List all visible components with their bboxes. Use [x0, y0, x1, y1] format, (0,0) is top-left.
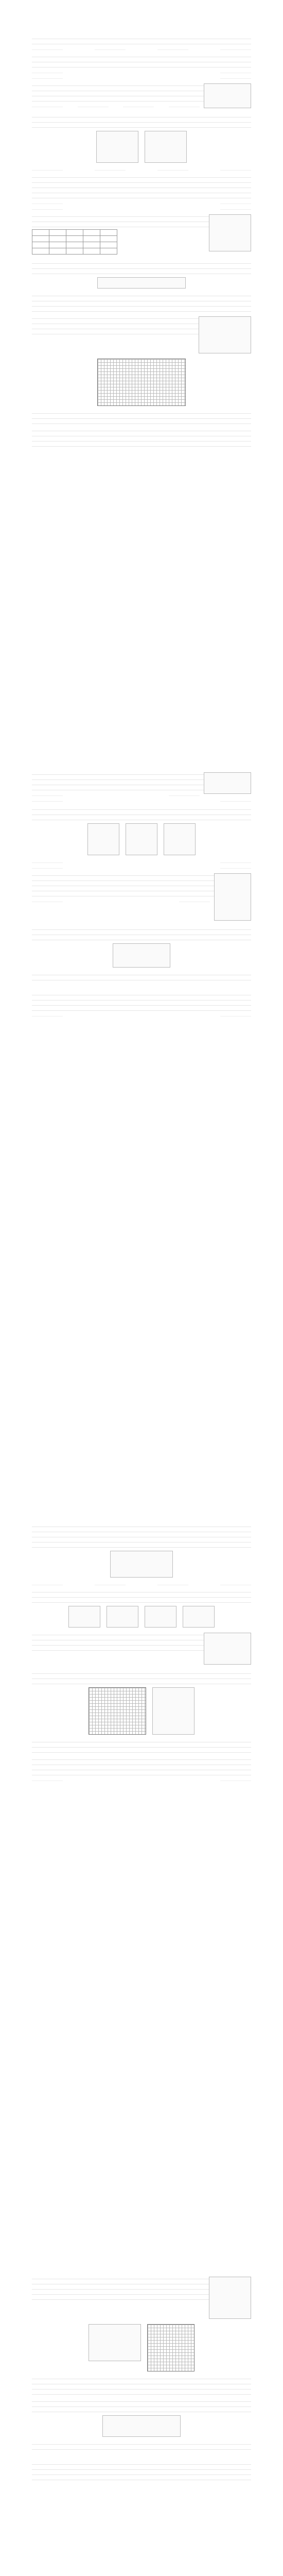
question-figure [145, 1606, 176, 1628]
question-figure [199, 316, 251, 353]
question-block [32, 1755, 251, 1781]
question-block [32, 2324, 251, 2395]
question-figure [204, 1633, 251, 1665]
answer-options [32, 45, 251, 50]
answer-options [32, 205, 251, 210]
question-figure [164, 823, 196, 855]
question-block [32, 1522, 251, 1585]
question-block [32, 805, 251, 869]
question-figure [97, 277, 186, 289]
question-block [32, 2275, 251, 2321]
question-figure [110, 1551, 173, 1578]
question-block [32, 871, 251, 923]
exam-page-3 [32, 1515, 251, 2257]
answer-options [32, 199, 251, 204]
question-figure [102, 2415, 181, 2437]
answer-options [32, 864, 251, 869]
answer-options [32, 1776, 251, 1781]
question-block [32, 314, 251, 424]
exam-page-1 [32, 10, 251, 752]
graph-grid [147, 2324, 194, 2371]
graph-grid [89, 1687, 146, 1735]
section-heading-3 [32, 2453, 251, 2458]
question-block [32, 259, 251, 312]
answer-options [32, 103, 200, 107]
answer-options [32, 1581, 251, 1585]
question-figure [209, 2277, 251, 2319]
question-block [32, 2460, 251, 2480]
question-figure [209, 214, 251, 251]
question-block [32, 53, 251, 79]
question-figure [126, 823, 157, 855]
answer-options [32, 69, 251, 73]
question-figure [204, 772, 251, 794]
exam-subtitle [32, 20, 251, 24]
question-block [32, 212, 251, 257]
question-figure [87, 823, 119, 855]
question-block [32, 173, 251, 210]
question-figure [96, 131, 138, 163]
answer-options [32, 858, 251, 863]
question-figure [204, 83, 251, 108]
data-table [32, 229, 117, 255]
question-figure [183, 1606, 215, 1628]
question-block [32, 925, 251, 980]
question-figure [68, 1606, 100, 1628]
question-block [32, 770, 251, 803]
question-block [32, 427, 251, 447]
section-heading-1 [32, 27, 251, 32]
question-block [32, 2397, 251, 2450]
question-block [32, 1588, 251, 1628]
question-block [32, 1669, 251, 1753]
exam-page-2 [32, 762, 251, 1504]
answer-options [32, 797, 251, 802]
question-figure [152, 1687, 194, 1735]
answer-options [32, 1012, 251, 1016]
question-figure [113, 943, 170, 968]
question-figure [107, 1606, 138, 1628]
answer-options [32, 74, 251, 79]
answer-options [32, 897, 210, 902]
question-figure [89, 2324, 141, 2361]
question-block [32, 113, 251, 171]
question-block [32, 1631, 251, 1667]
graph-grid [97, 359, 186, 406]
exam-page-4 [32, 2267, 251, 2576]
section-heading-2 [32, 984, 251, 988]
question-block [32, 35, 251, 50]
question-block [32, 991, 251, 1016]
question-block [32, 81, 251, 110]
answer-options [32, 791, 200, 796]
answer-options [32, 166, 251, 171]
exam-title [32, 13, 251, 20]
question-figure [214, 873, 251, 921]
question-figure [145, 131, 187, 163]
